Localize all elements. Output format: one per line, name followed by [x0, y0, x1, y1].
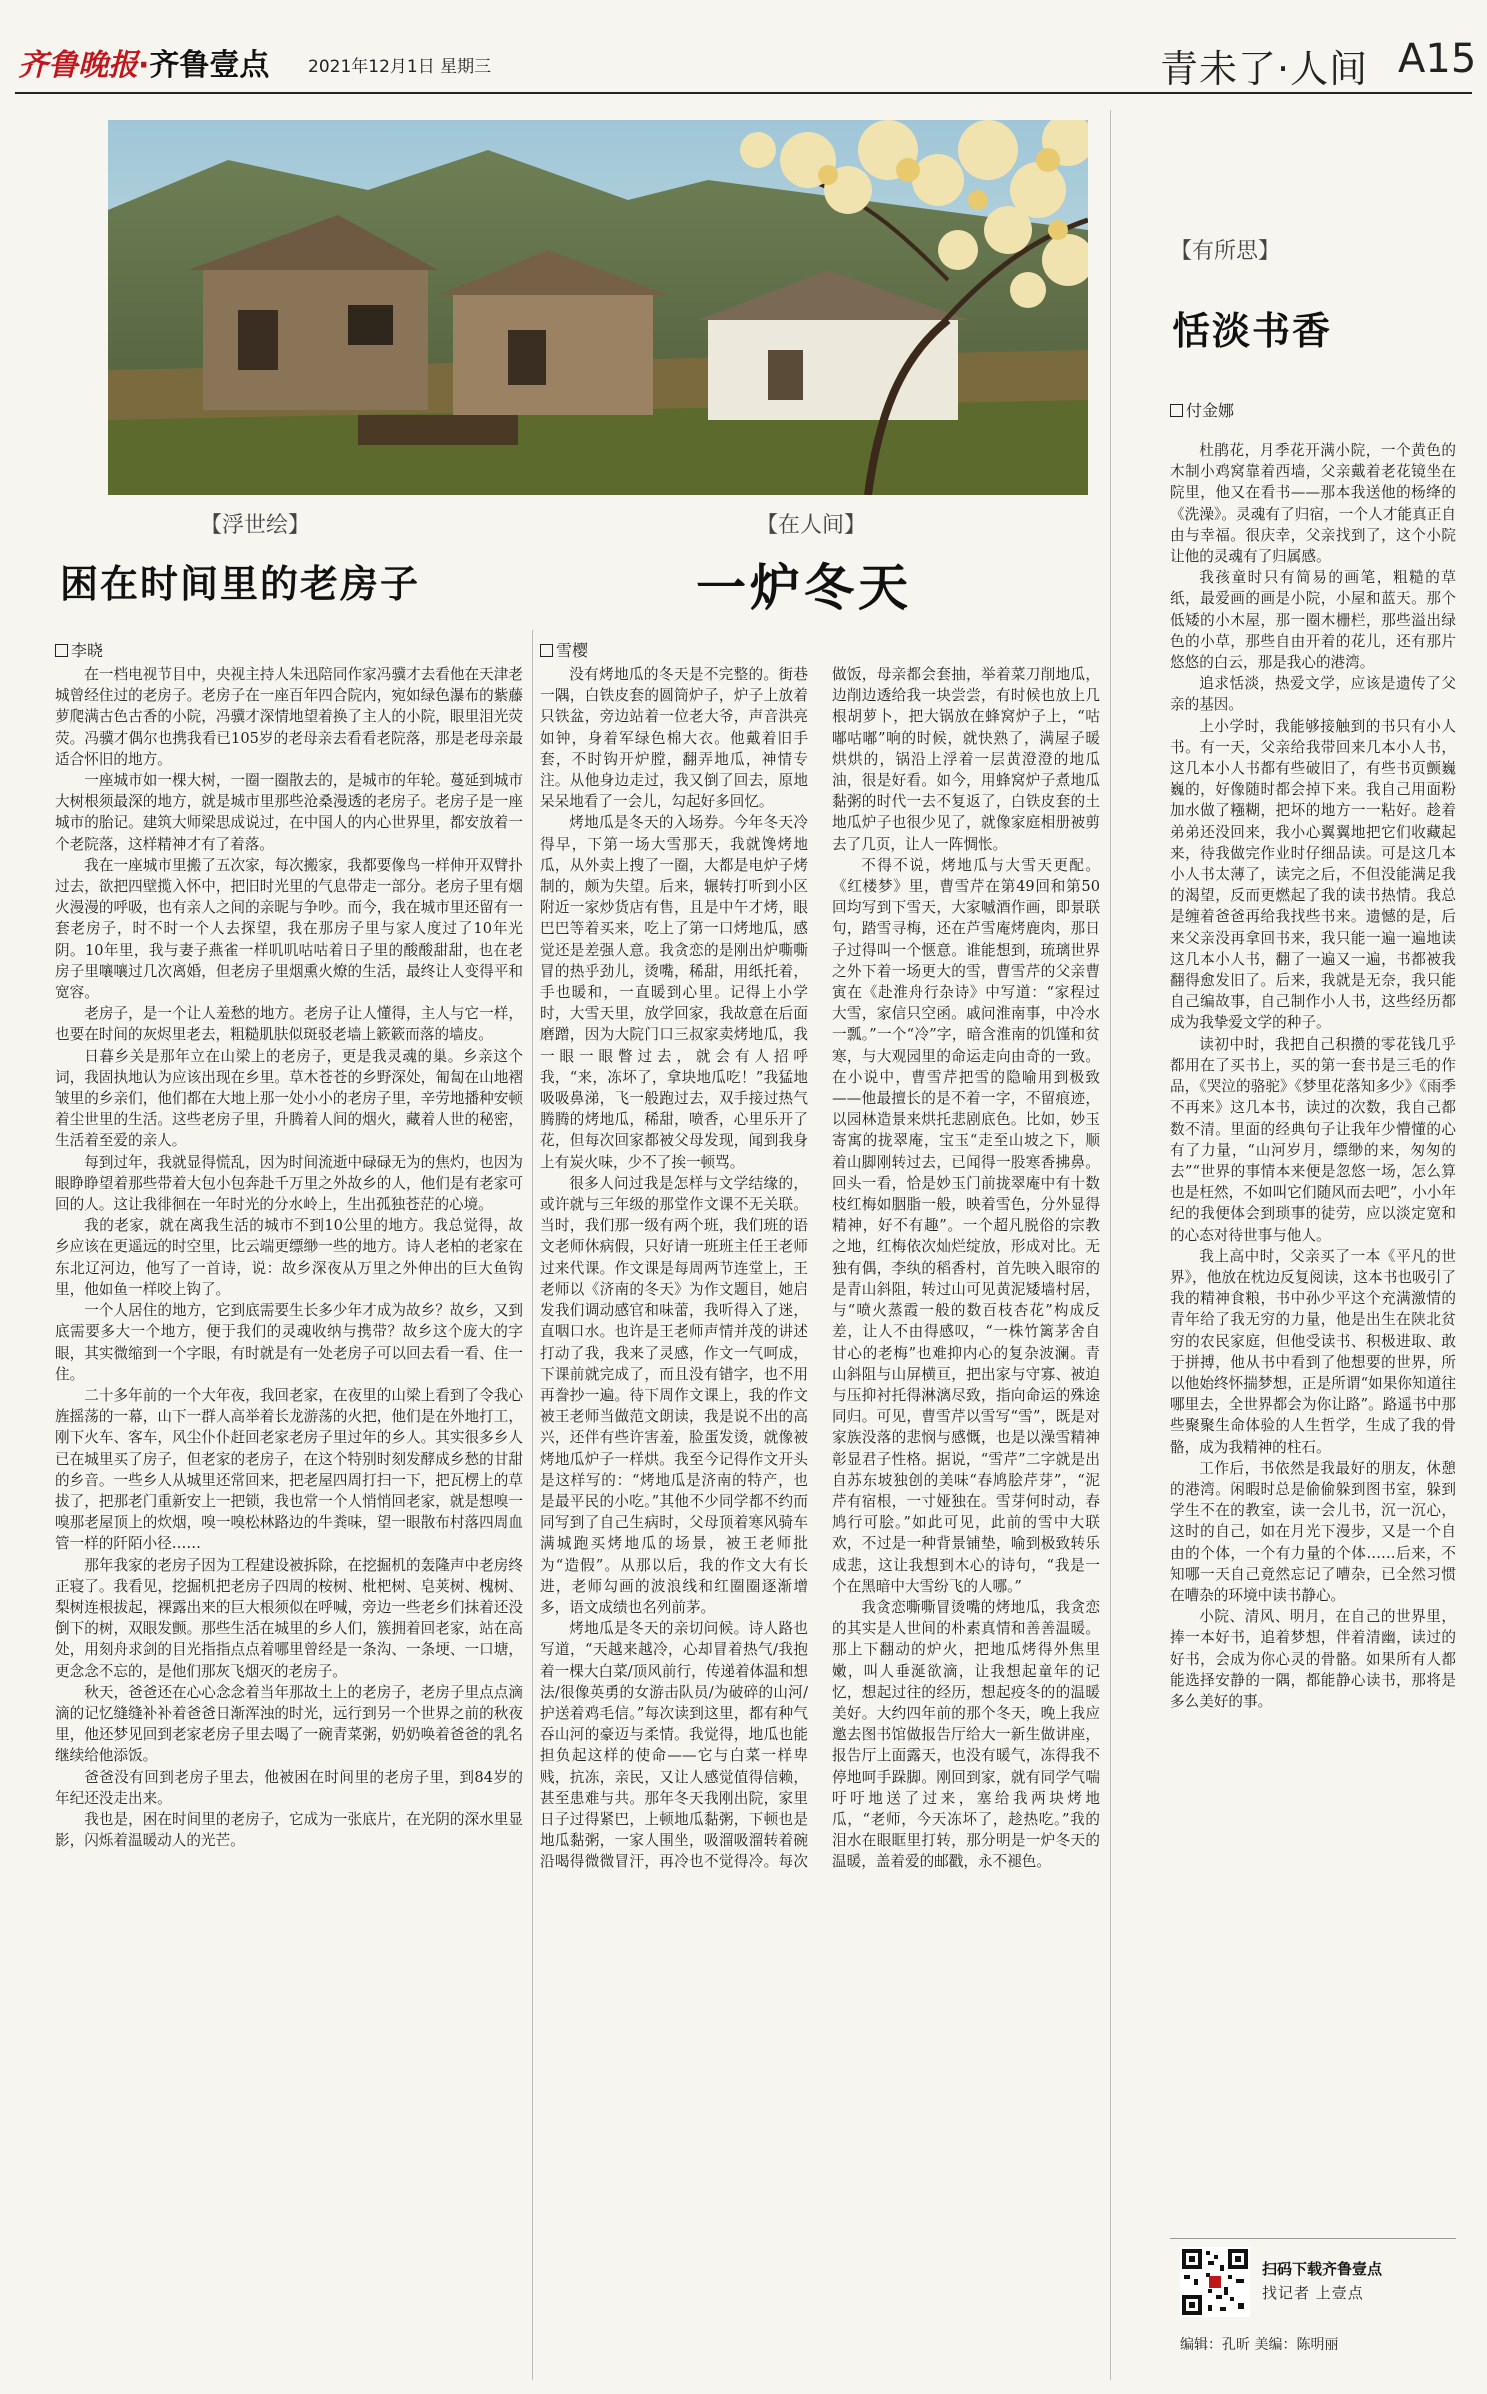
column-divider — [1110, 110, 1111, 2380]
paragraph: 一个人居住的地方，它到底需要生长多少年才成为故乡？故乡，又到底需要多大一个地方，便于我们的灵魂收纳与携带？故乡这个庞大的字眼，其实微缩到一个字眼，有时就是有一处老房子可以回去看一看、住一住。 — [55, 1302, 523, 1383]
paragraph: 我也是，困在时间里的老房子，它成为一张底片，在光阴的深水里显影，闪烁着温暖动人的光芒。 — [55, 1810, 523, 1850]
paragraph: 我在一座城市里搬了五次家，每次搬家，我都要像鸟一样伸开双臂扑过去，欲把四壁揽入怀中，把旧时光里的气息带走一部分。老房子里有烟火漫漫的呼吸，也有亲人之间的亲昵与争吵。而今，我在城市里还留有一套老房子，时不时一个人去探望，我在那房子里与家人度过了10年光阴。10年里，我与妻子燕雀一样叽叽咕咕着日子里的酸酸甜甜，也在老房子里嚷嚷过几次离婚，但老房子里烟熏火燎的生活，最终让人变得平和宽容。 — [55, 856, 523, 1002]
paragraph: 在一档电视节目中，央视主持人朱迅陪同作家冯骥才去看他在天津老城曾经住过的老房子。老房子在一座百年四合院内，宛如绿色瀑布的紫藤萝爬满古色古香的小院，冯骥才深情地望着换了主人的小院，眼里泪光荧荧。冯骥才偶尔也携我看已105岁的老母亲去看看老院落，那是老母亲最适合怀旧的地方。 — [55, 666, 523, 768]
column-label-zairenjian: 【在人间】 — [756, 513, 867, 538]
paragraph: 那年我家的老房子因为工程建设被拆除，在挖掘机的轰隆声中老房终正寝了。我看见，挖掘机把老房子四周的桉树、枇杷树、皂荚树、槐树、梨树连根拔起，裸露出来的巨大根须似在呼喊，旁边一些老乡们抹着还没倒下的树，双眼发颤。那些生活在城里的乡人们，簇拥着回老家，站在高处，用刻舟求剑的目光指指点点着哪里曾经是一条沟、一条埂、一口塘，更念念不忘的，是他们那灰飞烟灭的老房子。 — [55, 1556, 523, 1680]
paragraph: 一座城市如一棵大树，一圈一圈散去的，是城市的年轮。蔓延到城市大树根须最深的地方，就是城市里那些沧桑漫透的老房子。老房子是一座城市的胎记。建筑大师梁思成说过，在中国人的内心世界里，都安放着一个老院落，这样精神才有了着落。 — [55, 772, 523, 853]
paragraph: 每到过年，我就显得慌乱，因为时间流逝中碌碌无为的焦灼，也因为眼睁睁望着那些带着大包小包奔赴千万里之外故乡的人，他们是有老家可回的人。这让我徘徊在一年时光的分水岭上，生出孤独苍茫的心境。 — [55, 1153, 523, 1214]
village-photo — [108, 120, 1088, 495]
column-divider — [532, 630, 533, 2380]
paragraph: 我上高中时，父亲买了一本《平凡的世界》，他放在枕边反复阅读，这本书也吸引了我的精神食粮，书中孙少平这个充满激情的青年给了我无穷的力量，他是出生在陕北贫穷的农民家庭，但他受读书、积极进取、敢于拼搏，他从书中看到了他想要的世界，所以他始终怀揣梦想，正是所谓“如果你知道往哪里去，全世界都会为你让路”。路遥书中那些聚聚生命体验的人生哲学，生成了我的骨骼，成为我精神的柱石。 — [1170, 1247, 1456, 1456]
paragraph: 我的老家，就在离我生活的城市不到10公里的地方。我总觉得，故乡应该在更遥远的时空里，比云端更缥缈一些的地方。诗人老柏的老家在东北辽河边，他写了一首诗，说：故乡深夜从万里之外伸出的巨大鱼钩里，他如鱼一样咬上钩了。 — [55, 1217, 523, 1298]
paragraph: 读初中时，我把自己积攒的零花钱几乎都用在了买书上，买的第一套书是三毛的作品，《哭泣的骆驼》《梦里花落知多少》《雨季不再来》这几本书，读过的次数，我自己都数不清。里面的经典句子让我年少懵懂的心有了力量，“山河岁月，缥缈的来，匆匆的去”“世界的事情本来便是忽悠一场，怎么算也是枉然，不如叫它们随风而去吧”，小小年纪的我便体会到琐事的徒劳，应以淡定宽和的心态对待世事与他人。 — [1170, 1035, 1456, 1244]
paragraph: 烤地瓜是冬天的入场券。今年冬天冷得早，下第一场大雪那天，我就馋烤地瓜，从外卖上搜了一圈，大都是电炉子烤制的，颇为失望。后来，辗转打听到小区附近一家炒货店有售，且是中午才烤，眼巴巴等着买来，吃上了第一口烤地瓜，感觉还是差强人意。我贪恋的是刚出炉嘶嘶冒的热乎劲儿，烫嘴，稀甜，用纸托着，手也暖和，一直暖到心里。记得上小学时，大雪天里，放学回家，我故意在后面磨蹭，因为大院门口三叔家卖烤地瓜，我一眼一眼瞥过去，就会有人招呼我，“来，冻坏了，拿块地瓜吃！”我猛地吸吸鼻涕，飞一般跑过去，双手接过热气腾腾的烤地瓜，稀甜，喷香，心里乐开了花，但每次回家都被父母发现，闻到我身上有炭火味，少不了挨一顿骂。 — [540, 814, 808, 1171]
author-byline-fujinna: 付金娜 — [1170, 398, 1234, 421]
paragraph: 小院、清风、明月，在自己的世界里，捧一本好书，追着梦想，伴着清幽，读过的好书，会成为你心灵的骨骼。如果所有人都能选择安静的一隅，都能静心读书，那将是多么美好的事。 — [1170, 1608, 1456, 1710]
author-byline-lixiao: 李晓 — [55, 638, 103, 661]
paragraph: 上小学时，我能够接触到的书只有小人书。有一天，父亲给我带回来几本小人书，这几本小人书都有些破旧了，有些书页颤巍巍的，好像随时都会掉下来。我自己用面粉加水做了糨糊，把坏的地方一一粘好。趁着弟弟还没回来，我小心翼翼地把它们收藏起来，待我做完作业时仔细品读。可是这几本小人书太薄了，读完之后，不但没能满足我的渴望，反而更燃起了我的读书热情。我总是缠着爸爸再给我找些书来。遗憾的是，后来父亲没再拿回书来，我只能一遍一遍地读这几本小人书，翻了一遍又一遍，书都被我翻得愈发旧了。后来，我就是无奈，我只能自己编故事，自己制作小人书，这些经历都成为我挚爱文学的种子。 — [1170, 717, 1456, 1032]
article-title-old-house: 困在时间里的老房子 — [60, 561, 421, 606]
author-byline-xueying: 雪樱 — [540, 638, 588, 661]
issue-date: 2021年12月1日 星期三 — [308, 57, 492, 77]
qr-code-icon[interactable] — [1180, 2247, 1250, 2317]
article-title-book-fragrance: 恬淡书香 — [1172, 308, 1333, 353]
article-body-book-fragrance — [1170, 440, 1456, 2230]
paragraph: 秋天，爸爸还在心心念念着当年那故土上的老房子，老房子里点点滴滴的记忆缝缝补补着爸爸日渐浑浊的时光，远行到另一个世界之前的秋夜里，他还梦见回到老家老房子里去喝了一碗青菜粥，奶奶唤着爸爸的乳名继续给他添饭。 — [55, 1683, 523, 1765]
paragraph: 爸爸没有回到老房子里去，他被困在时间里的老房子里，到84岁的年纪还没走出来。 — [55, 1768, 523, 1807]
editor-credits: 编辑：孔昕 美编：陈明丽 — [1180, 2337, 1339, 2353]
paragraph: 没有烤地瓜的冬天是不完整的。街巷一隅，白铁皮套的圆筒炉子，炉子上放着只铁盆，旁边站着一位老大爷，声音洪亮如钟，身着军绿色棉大衣。他戴着旧手套，不时钩开炉膛，翻弄地瓜，神情专注。从他身边走过，我又倒了回去，原地呆呆地看了一会儿，勾起好多回忆。 — [540, 666, 808, 811]
masthead — [0, 0, 1487, 90]
reporter-slogan: 找记者 上壹点 — [1262, 2284, 1364, 2302]
paragraph: 日暮乡关是那年立在山梁上的老房子，更是我灵魂的巢。乡亲这个词，我固执地认为应该出现在乡里。草木苍苍的乡野深处，匍匐在山地褶皱里的乡亲们，他们都在大地上那一处小小的老房子里，辛劳地播种安顿着尘世里的生活。这些老房子里，升腾着人间的烟火，藏着人世的秘密，生活着至爱的亲人。 — [55, 1047, 523, 1150]
column-label-yousuosi: 【有所思】 — [1170, 239, 1281, 264]
village-photo-icon — [108, 120, 1088, 495]
paragraph: 二十多年前的一个大年夜，我回老家，在夜里的山梁上看到了令我心旌摇荡的一幕，山下一群人高举着长龙游荡的火把，他们是在外地打工，刚下火车、客车，风尘仆仆赶回老家老房子里过年的乡人。其实很多乡人已在城里买了房子，但老家的老房子，在这个特别时刻发酵成乡愁的甘甜的乡音。一些乡人从城里还常回来，把老屋四周打扫一下，把瓦楞上的草拔了，把那老门重新安上一把锁，我也常一个人悄悄回老家，就是想嗅一嗅那老屋顶上的炊烟，嗅一嗅松林路边的牛粪味，望一眼散布村落四周血管一样的阡陌小径…… — [55, 1386, 523, 1553]
footer-rule — [1170, 2238, 1456, 2239]
column-label-fushihui: 【浮世绘】 — [200, 513, 311, 538]
article-title-winter-stove: 一炉冬天 — [696, 558, 912, 617]
byline-box-icon — [540, 644, 553, 657]
paragraph: 很多人问过我是怎样与文学结缘的，或许就与三年级的那堂作文课不无关联。当时，我们那一级有两个班，我们班的语文老师休病假，只好请一班班主任王老师过来代课。作文课是每周两节连堂上，王老师以《济南的冬天》为作文题目，她启发我们调动感官和味蕾，我听得入了迷，直咽口水。也许是王老师声情并茂的讲述打动了我，我来了灵感，作文一气呵成，下课前就完成了，而且没有错字，也不用再誊抄一遍。待下周作文课上，我的作文被王老师当做范文朗读，我是说不出的高兴，还伴有些许害羞，脸蛋发烫，就像被烤地瓜炉子一样烘。我至今记得作文开头是这样写的：“烤地瓜是济南的特产，也是最平民的小吃。”其他不少同学都不约而同写到了自己生病时，父母顶着寒风骑车满城跑买烤地瓜的场景，被王老师批为“造假”。从那以后，我的作文大有长进，老师勾画的波浪线和红圈圈逐渐增多，语文成绩也名列前茅。 — [540, 1174, 808, 1616]
newspaper-logo: 齐鲁晚报·齐鲁壹点 — [18, 48, 270, 83]
paragraph: 我孩童时只有简易的画笔，粗糙的草纸，最爱画的画是小院，小屋和蓝天。那个低矮的小木屋，那一圈木栅栏，那些溢出绿色的小草，那些自由开着的花儿，还有那片悠悠的白云，那是我心的港湾。 — [1170, 569, 1456, 672]
byline-box-icon — [55, 644, 68, 657]
article-body-winter-stove — [540, 664, 1100, 2389]
qr-download-label: 扫码下载齐鲁壹点 — [1262, 2260, 1383, 2278]
paragraph: 工作后，书依然是我最好的朋友，休憩的港湾。闲暇时总是偷偷躲到图书室，躲到学生不在的教室，读一会儿书，沉一沉心，这时的自己，如在月光下漫步，又是一个自由的个体，一个有力量的个体……后来，不知哪一天自己竟然忘记了嘈杂，已全然习惯在嘈杂的环境中读书静心。 — [1170, 1459, 1456, 1604]
page-number: A15 — [1398, 36, 1477, 82]
paragraph: 不得不说，烤地瓜与大雪天更配。《红楼梦》里，曹雪芹在第49回和第50回均写到下雪天，大家嘁酒作画，即景联句，踏雪寻梅，还在芦雪庵烤鹿肉，那日子过得叫一个惬意。谁能想到，琉璃世界之外下着一场更大的雪，曹雪芹的父亲曹寅在《赴淮舟行杂诗》中写道：“家程过大雪，家信只空函。戚问淮南事，中冷水一瓢。”一个“冷”字，暗含淮南的饥馑和贫寒，与大观园里的命运走向由奇的一致。在小说中，曹雪芹把雪的隐喻用到极致——他最擅长的是不着一字，不留痕迹，以园林造景来烘托悲剧底色。比如，妙玉寄寓的拢翠庵，宝玉“走至山坡之下，顺着山脚刚转过去，已闻得一股寒香拂鼻。回头一看，恰是妙玉门前拢翠庵中有十数枝红梅如胭脂一般，映着雪色，分外显得精神，好不有趣”。一个超凡脱俗的宗教之地，红梅依次灿烂绽放，形成对比。无独有偶，李纨的稻香村，首先映入眼帘的是青山斜阻，转过山可见黄泥矮墙村居，与“喷火蒸霞一般的数百枝杏花”构成反差，让人不由得感叹，“一株竹篱茅舍自甘心的老梅”也难抑内心的复杂波澜。青山斜阻与山屏横亘，把出家与守寡、被迫与压抑衬托得淋漓尽致，指向命运的殊途同归。可见，曹雪芹以雪写“雪”，既是对家族没落的悲悯与感慨，也是以澡雪精神彰显君子性格。据说，“雪芹”二字就是出自苏东坡独创的美味“春鸠脍芹芽”，“泥芹有宿根，一寸娅独在。雪芽何时动，春鸠行可脍。”如此可见，此前的雪中大联欢，不过是一种背景铺垫，喻到极致转乐成悲，这让我想到木心的诗句，“我是一个在黑暗中大雪纷飞的人哪。” — [832, 856, 1100, 1595]
paragraph: 杜鹃花，月季花开满小院，一个黄色的木制小鸡窝靠着西墙，父亲戴着老花镜坐在院里，他又在看书——那本我送他的杨绛的《洗澡》。灵魂有了归宿，一个人才能真正自由与幸福。很庆幸，父亲找到了，这个小院让他的灵魂有了归属感。 — [1170, 442, 1456, 566]
masthead-rule — [15, 92, 1472, 94]
paragraph: 追求恬淡，热爱文学，应该是遗传了父亲的基因。 — [1170, 675, 1456, 714]
article-body-old-house — [55, 664, 523, 2389]
byline-box-icon — [1170, 404, 1183, 417]
paragraph: 烤地瓜是冬天的亲切问候。诗人路也写道，“天越来越冷，心却冒着热气/我抱着一棵大白菜/顶风前行，传递着体温和想法/很像英勇的女游击队员/为破碎的山河/护送着鸡毛信。”每次读到这里，都有种气吞山河的豪迈与柔情。我觉得，地瓜也能担负起这样的使命——它与白菜一样卑贱，抗冻，亲民，又让人感觉值得信赖，甚至患难与共。那年冬天我刚出院，家里日子过得紧巴，上顿地瓜黏粥，下顿也是地瓜黏粥，一家人围坐，吸溜吸溜转着碗沿喝得微微冒汗，再冷也不觉得冷。每次做饭，母亲都会套抽，举着菜刀削地瓜，边削边透给我一块尝尝，有时候也放上几根胡萝卜，把大锅放在蜂窝炉子上，“咕嘟咕嘟”响的时候，就快熟了，满屋子暖烘烘的，锅沿上浮着一层黄澄澄的地瓜油，很是好看。如今，用蜂窝炉子煮地瓜黏粥的时代一去不复返了，白铁皮套的土地瓜炉子也很少见了，就像家庭相册被剪去了几页，让人一阵惆怅。 — [540, 666, 1100, 1871]
paragraph: 我贪恋嘶嘶冒烫嘴的烤地瓜，我贪恋的其实是人世间的朴素真情和善善温暖。那上下翻动的炉火，把地瓜烤得外焦里嫩，叫人垂涎欲滴，让我想起童年的记忆，想起过往的经历，想起疫冬的的温暖美好。大约四年前的那个冬天，晚上我应邀去图书馆做报告厅给大一新生做讲座，报告厅上面露天，也没有暖气，冻得我不停地呵手跺脚。刚回到家，就有同学气喘吁吁地送了过来，塞给我两块烤地瓜，“老师，今天冻坏了，趁热吃。”我的泪水在眼眶里打转，那分明是一炉冬天的温暖，盖着爱的邮戳，永不褪色。 — [832, 1598, 1100, 1871]
section-title: 青未了·人间 — [1160, 47, 1369, 91]
paragraph: 老房子，是一个让人羞愁的地方。老房子让人懂得，主人与它一样，也要在时间的灰烬里老去，粗糙肌肤似斑驳老墙上簌簌而落的墙皮。 — [55, 1005, 523, 1044]
